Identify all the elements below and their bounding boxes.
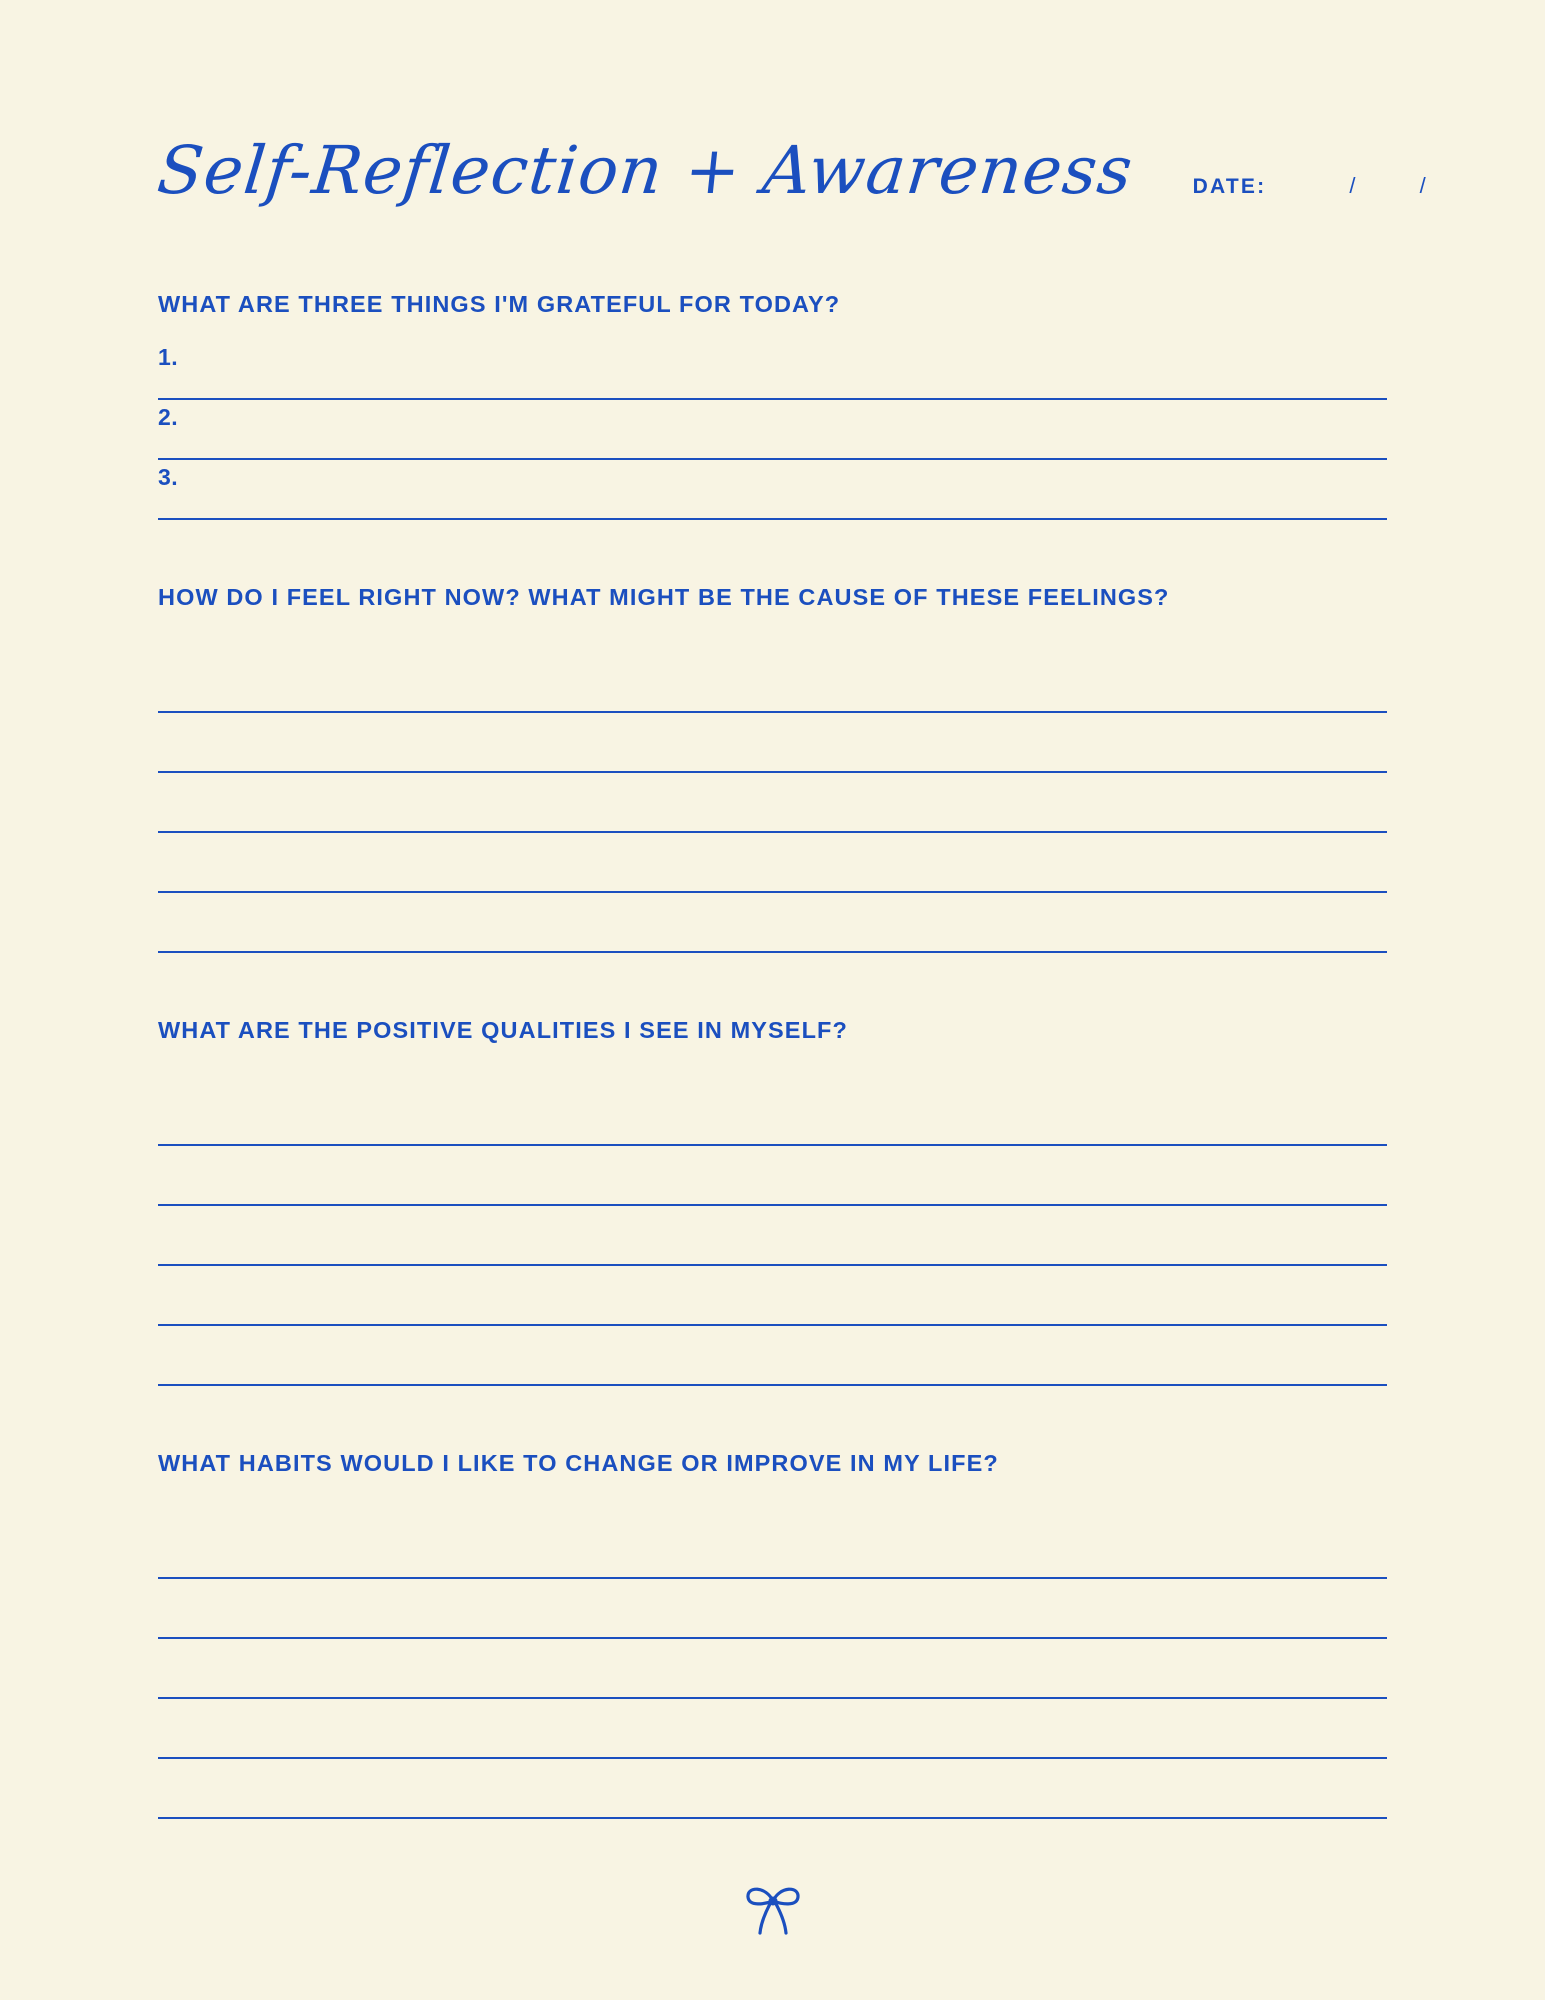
page-title: Self-Reflection + Awareness: [153, 132, 1137, 209]
list-number: 1.: [158, 344, 179, 371]
list-item[interactable]: [158, 400, 1387, 460]
spacer: [158, 520, 1387, 584]
date-field[interactable]: [1193, 173, 1477, 199]
question-heading: WHAT ARE THE POSITIVE QUALITIES I SEE IN MYSELF?: [158, 1017, 848, 1044]
write-line[interactable]: [158, 1206, 1387, 1266]
list-number: 3.: [158, 464, 179, 491]
spacer: [158, 953, 1387, 1017]
section-positive-qualities: [158, 1017, 1387, 1386]
question-heading: HOW DO I FEEL RIGHT NOW? WHAT MIGHT BE THE CAUSE OF THESE FEELINGS?: [158, 584, 1170, 611]
write-line[interactable]: [158, 1146, 1387, 1206]
page-footer: [0, 1877, 1545, 1944]
question-heading: WHAT HABITS WOULD I LIKE TO CHANGE OR IMPROVE IN MY LIFE?: [158, 1450, 999, 1477]
date-separator-1: /: [1349, 173, 1358, 198]
write-line[interactable]: [158, 518, 1387, 520]
section-feelings: [158, 584, 1387, 953]
date-label: DATE:: [1192, 175, 1267, 198]
bow-icon: [738, 1877, 808, 1944]
answer-lines: [158, 1519, 1387, 1819]
write-line[interactable]: [158, 1579, 1387, 1639]
write-line[interactable]: [158, 1759, 1387, 1819]
question-heading: WHAT ARE THREE THINGS I'M GRATEFUL FOR TODAY?: [158, 291, 841, 318]
write-line[interactable]: [158, 893, 1387, 953]
write-line[interactable]: [158, 1086, 1387, 1146]
write-line[interactable]: [158, 773, 1387, 833]
list-item[interactable]: [158, 460, 1387, 520]
write-line[interactable]: [158, 1266, 1387, 1326]
spacer: [158, 1386, 1387, 1450]
list-number: 2.: [158, 404, 179, 431]
write-line[interactable]: [158, 833, 1387, 893]
write-line[interactable]: [158, 1699, 1387, 1759]
section-gratitude: [158, 291, 1387, 520]
date-separator-2: /: [1419, 173, 1428, 198]
write-line[interactable]: [158, 1326, 1387, 1386]
write-line[interactable]: [158, 713, 1387, 773]
section-habits: [158, 1450, 1387, 1819]
write-line[interactable]: [158, 1639, 1387, 1699]
page-header: [153, 0, 1428, 209]
answer-lines: [158, 1086, 1387, 1386]
date-slots[interactable]: [1300, 173, 1477, 199]
list-item[interactable]: [158, 340, 1387, 400]
write-line[interactable]: [158, 653, 1387, 713]
gratitude-list: [158, 340, 1387, 520]
spacer: [158, 205, 1387, 291]
write-line[interactable]: [158, 1519, 1387, 1579]
answer-lines: [158, 653, 1387, 953]
